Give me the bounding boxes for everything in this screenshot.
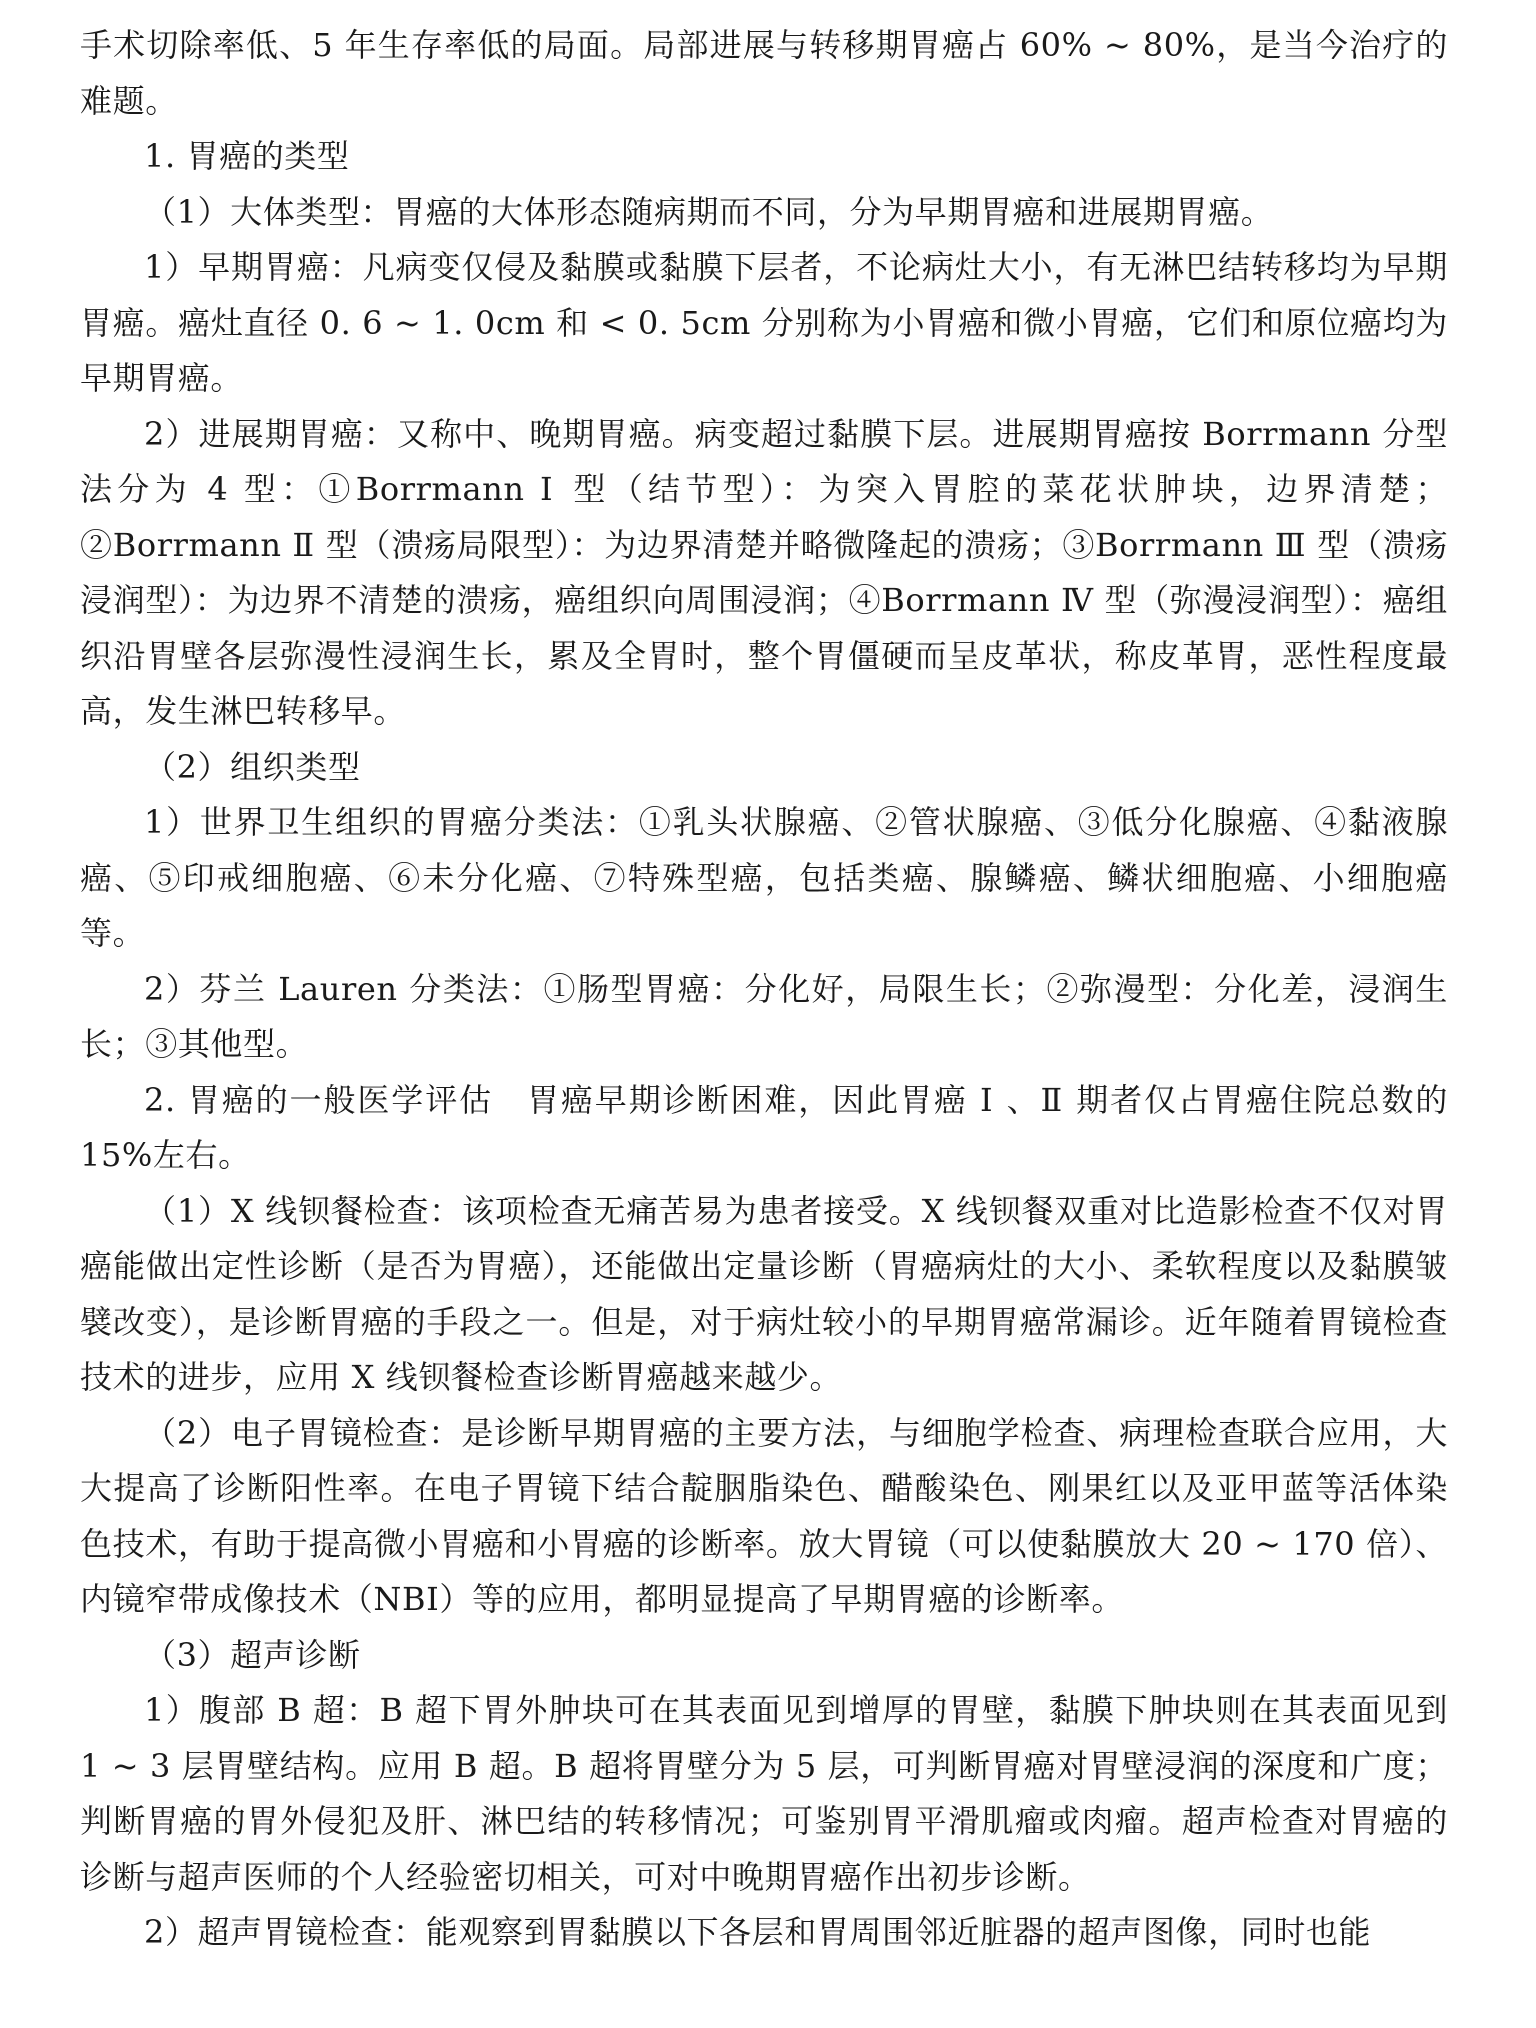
paragraph-lauren-classification: 2）芬兰 Lauren 分类法：①肠型胃癌：分化好，局限生长；②弥漫型：分化差，浸润生长；③其他型。: [80, 969, 1448, 1063]
paragraph-general-medical-evaluation: 2. 胃癌的一般医学评估 胃癌早期诊断困难，因此胃癌 Ⅰ 、Ⅱ 期者仅占胃癌住院总数的 15%左右。: [80, 1080, 1448, 1174]
paragraph-barium-meal: （1）X 线钡餐检查：该项检查无痛苦易为患者接受。X 线钡餐双重对比造影检查不仅对胃癌能做出定性诊断（是否为胃癌），还能做出定量诊断（胃癌病灶的大小、柔软程度以及黏膜皱襞改变），是诊断胃癌的手段之一。但是，对于病灶较小的早期胃癌常漏诊。近年随着胃镜检查技术的进步，应用 X 线钡餐检查诊断胃癌越来越少。: [80, 1191, 1448, 1396]
paragraph-who-classification: 1）世界卫生组织的胃癌分类法：①乳头状腺癌、②管状腺癌、③低分化腺癌、④黏液腺癌、⑤印戒细胞癌、⑥未分化癌、⑦特殊型癌，包括类癌、腺鳞癌、鳞状细胞癌、小细胞癌等。: [80, 803, 1448, 952]
heading-histological-types: （2）组织类型: [144, 747, 361, 786]
document-page: [80, 18, 1448, 1961]
heading-ultrasound-diagnosis: （3）超声诊断: [144, 1635, 361, 1674]
paragraph-abdominal-b-ultrasound: 1）腹部 B 超：B 超下胃外肿块可在其表面见到增厚的胃壁，黏膜下肿块则在其表面见到 1 ~ 3 层胃壁结构。应用 B 超。B 超将胃壁分为 5 层，可判断胃癌对胃壁浸润的深度和广度；判断胃癌的胃外侵犯及肝、淋巴结的转移情况；可鉴别胃平滑肌瘤或肉瘤。超声检查对胃癌的诊断与超声医师的个人经验密切相关，可对中晚期胃癌作出初步诊断。: [80, 1691, 1448, 1896]
paragraph-early-gastric-cancer: 1）早期胃癌：凡病变仅侵及黏膜或黏膜下层者，不论病灶大小，有无淋巴结转移均为早期胃癌。癌灶直径 0. 6 ~ 1. 0cm 和 < 0. 5cm 分别称为小胃癌和微小胃癌，它们和原位癌均为早期胃癌。: [80, 248, 1448, 397]
paragraph-electronic-gastroscopy: （2）电子胃镜检查：是诊断早期胃癌的主要方法，与细胞学检查、病理检查联合应用，大大提高了诊断阳性率。在电子胃镜下结合靛胭脂染色、醋酸染色、刚果红以及亚甲蓝等活体染色技术，有助于提高微小胃癌和小胃癌的诊断率。放大胃镜（可以使黏膜放大 20 ~ 170 倍）、内镜窄带成像技术（NBI）等的应用，都明显提高了早期胃癌的诊断率。: [80, 1413, 1448, 1618]
heading-gastric-cancer-types: 1. 胃癌的类型: [144, 137, 350, 175]
paragraph-endoscopic-ultrasound: 2）超声胃镜检查：能观察到胃黏膜以下各层和胃周围邻近脏器的超声图像，同时也能: [144, 1913, 1372, 1951]
paragraph-gross-types: （1）大体类型：胃癌的大体形态随病期而不同，分为早期胃癌和进展期胃癌。: [144, 192, 1274, 231]
paragraph-intro-continuation: 手术切除率低、5 年生存率低的局面。局部进展与转移期胃癌占 60% ~ 80%，是当今治疗的难题。: [80, 26, 1448, 120]
paragraph-advanced-gastric-cancer: 2）进展期胃癌：又称中、晚期胃癌。病变超过黏膜下层。进展期胃癌按 Borrmann 分型法分为 4 型：①Borrmann Ⅰ 型（结节型）：为突入胃腔的菜花状肿块，边界清楚；②Borrmann Ⅱ 型（溃疡局限型）：为边界清楚并略微隆起的溃疡；③Borrmann Ⅲ 型（溃疡浸润型）：为边界不清楚的溃疡，癌组织向周围浸润；④Borrmann Ⅳ 型（弥漫浸润型）：癌组织沿胃壁各层弥漫性浸润生长，累及全胃时，整个胃僵硬而呈皮革状，称皮革胃，恶性程度最高，发生淋巴转移早。: [80, 414, 1448, 730]
